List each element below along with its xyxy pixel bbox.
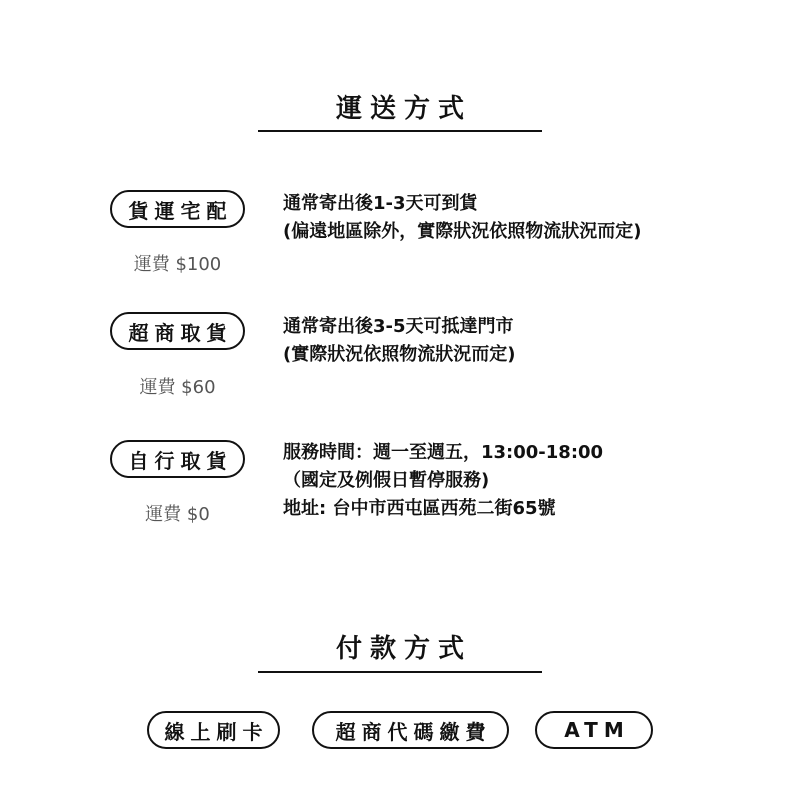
payment-option-credit-card: 線上刷卡 — [147, 711, 280, 749]
payment-title: 付款方式 — [335, 634, 472, 664]
payment-option-store-code: 超商代碼繳費 — [312, 711, 509, 749]
shipping-method-home-delivery: 貨運宅配 — [110, 190, 245, 228]
shipping-desc-line: 地址: 台中市西屯區西苑二街65號 — [283, 498, 556, 519]
shipping-fee-home-delivery: 運費 $100 — [133, 254, 222, 275]
shipping-title: 運送方式 — [335, 94, 472, 124]
shipping-fee-convenience-store: 運費 $60 — [139, 377, 216, 398]
shipping-desc-home-delivery — [283, 190, 641, 246]
shipping-desc-convenience-store — [283, 313, 515, 369]
shipping-desc-line: 通常寄出後3-5天可抵達門市 — [283, 316, 514, 337]
shipping-desc-line: 服務時間：週一至週五，13:00-18:00 — [283, 442, 604, 463]
shipping-desc-line: 通常寄出後1-3天可到貨 — [283, 193, 478, 214]
payment-option-atm: ATM — [535, 711, 653, 749]
shipping-desc-line: （國定及例假日暫停服務) — [283, 470, 490, 491]
shipping-desc-line: (偏遠地區除外，實際狀況依照物流狀況而定) — [283, 221, 642, 242]
shipping-fee-self-pickup: 運費 $0 — [145, 504, 210, 525]
shipping-title-divider — [258, 130, 542, 132]
payment-title-divider — [258, 671, 542, 673]
shipping-desc-self-pickup — [283, 439, 603, 523]
shipping-method-self-pickup: 自行取貨 — [110, 440, 245, 478]
shipping-desc-line: (實際狀況依照物流狀況而定) — [283, 344, 516, 365]
shipping-method-convenience-store: 超商取貨 — [110, 312, 245, 350]
